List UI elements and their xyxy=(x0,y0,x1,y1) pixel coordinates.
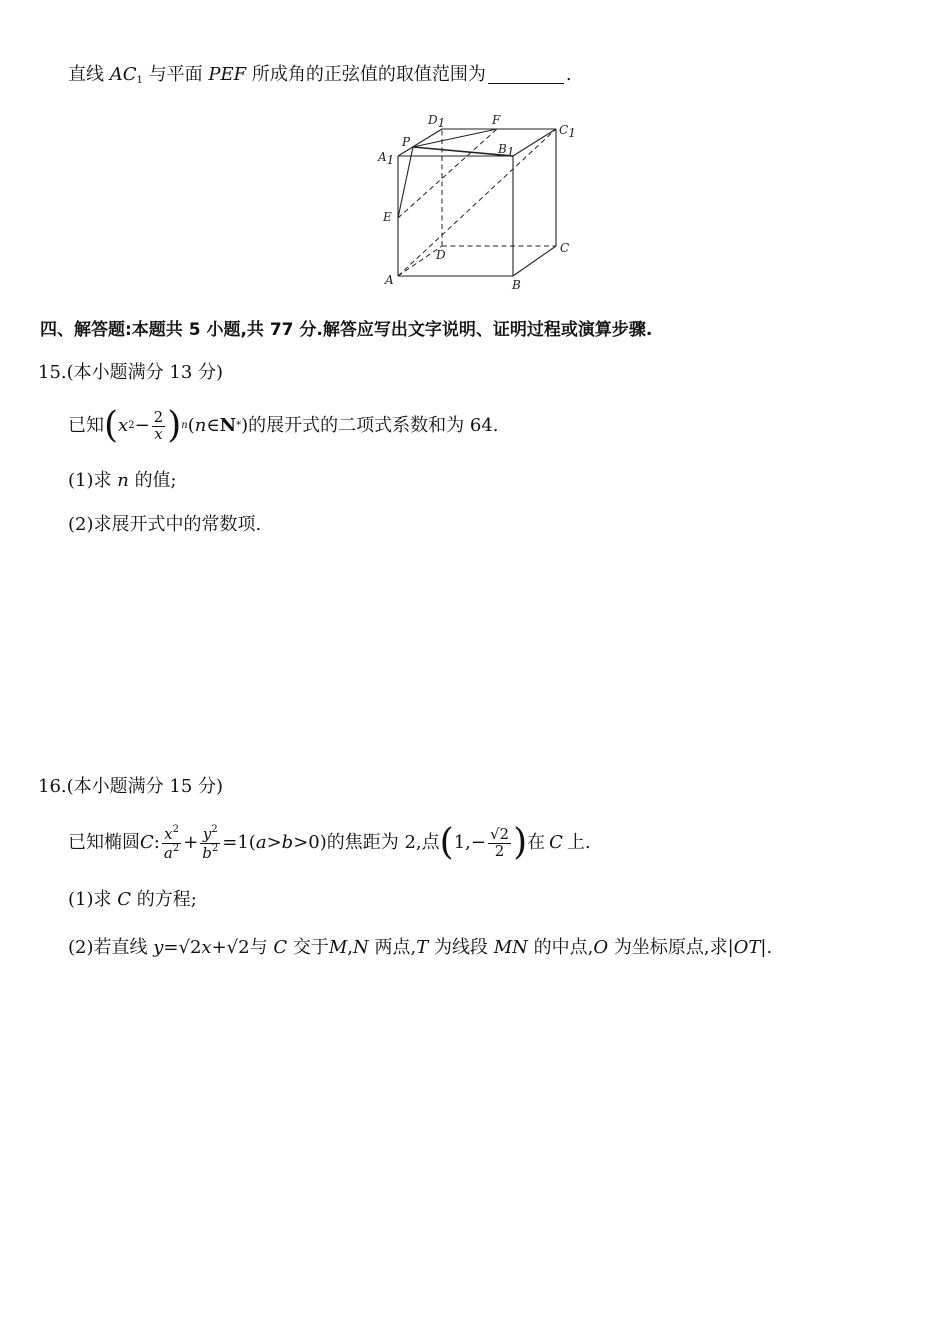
q15-part1-pre: (1)求 xyxy=(68,470,112,491)
q16-stem-mid: 的焦距为 2,点 xyxy=(326,832,440,854)
q16-sqrt2a: √2 xyxy=(178,937,202,958)
q16-sq-a: 2 xyxy=(172,842,180,854)
q15-header: 15.(本小题满分 13 分) xyxy=(38,362,224,383)
q16-root2: √2 xyxy=(489,824,510,843)
segment-a-c1 xyxy=(398,129,556,276)
q16-stem-post-pre: 在 xyxy=(527,832,546,854)
q16-stem-pre: 已知椭圆 xyxy=(68,832,140,854)
q15-n-exp: n xyxy=(181,420,188,431)
segment-e-f xyxy=(398,129,497,218)
q16-stem xyxy=(68,820,591,866)
label-c: C xyxy=(560,241,570,255)
q16-part2-g: 为坐标原点,求 xyxy=(613,937,728,958)
q14-text-post: 所成角的正弦值的取值范围为 xyxy=(251,64,486,85)
q16-stem-post-end: 上. xyxy=(566,832,591,854)
q16-y: y xyxy=(153,937,164,958)
q14-plane-name: PEF xyxy=(208,64,247,85)
q16-gt: > xyxy=(266,832,282,854)
q15-frac-den: x xyxy=(154,424,163,443)
q16-colon: : xyxy=(153,832,160,854)
q16-sq-x: 2 xyxy=(172,823,179,835)
q15-x: x xyxy=(118,415,129,437)
q16-frac-y-den: b xyxy=(202,843,212,862)
q15-stem xyxy=(68,404,499,448)
q16-gt0: >0) xyxy=(293,832,327,854)
q16-abs: |OT| xyxy=(727,937,767,958)
q16-frac-x-den: a xyxy=(163,843,173,862)
label-p: P xyxy=(402,135,411,149)
q16-part1-pre: (1)求 xyxy=(68,889,112,910)
q15-paren-close: ) xyxy=(241,415,249,437)
label-c1: C1 xyxy=(559,123,576,140)
q15-paren-open: ( xyxy=(187,415,195,437)
q16-part2 xyxy=(68,937,772,959)
label-d1: D1 xyxy=(428,113,446,130)
section-heading: 四、解答题:本题共 5 小题,共 77 分.解答应写出文字说明、证明过程或演算步骤. xyxy=(40,320,653,340)
q15-part1-var: n xyxy=(117,470,129,491)
q16-part2-d: 两点, xyxy=(374,937,417,958)
q15-star: * xyxy=(236,420,242,431)
q16-period: . xyxy=(766,937,773,958)
q15-part1 xyxy=(68,470,177,492)
edge-b-c xyxy=(513,246,556,276)
label-b: B xyxy=(512,278,521,292)
label-d: D xyxy=(436,248,446,262)
q16-part2-e: 为线段 xyxy=(433,937,488,958)
q16-frac-y xyxy=(200,825,220,862)
q16-T: T xyxy=(416,937,429,958)
q16-part2-a: (2)若直线 xyxy=(68,937,148,958)
q16-header: 16.(本小题满分 15 分) xyxy=(38,776,224,797)
q16-part1-var: C xyxy=(117,889,132,910)
q16-O: O xyxy=(593,937,609,958)
q16-part2-b: 与 xyxy=(249,937,268,958)
q16-sqrt2b: √2 xyxy=(226,937,250,958)
q14-line-sub: 1 xyxy=(136,75,143,86)
q16-MN: MN xyxy=(493,937,528,958)
q16-xvar: x xyxy=(201,937,212,958)
q16-C-3: C xyxy=(273,937,288,958)
q16-comma: , xyxy=(347,937,354,958)
segment-p-e xyxy=(398,147,413,218)
q15-part2: (2)求展开式中的常数项. xyxy=(68,514,262,535)
q14-text-mid: 与平面 xyxy=(148,64,203,85)
segment-p-f xyxy=(413,129,497,147)
q16-frac-x xyxy=(162,825,181,862)
q15-fraction xyxy=(152,407,166,443)
q14-tail-line xyxy=(68,64,572,87)
q15-frac-num: 2 xyxy=(153,407,164,426)
label-f: F xyxy=(492,113,501,127)
q16-eq1: =1( xyxy=(222,832,256,854)
q15-N: N xyxy=(219,415,237,437)
q15-exp2: 2 xyxy=(128,420,135,431)
q15-stem-pre: 已知 xyxy=(68,415,104,437)
q15-stem-post: 的展开式的二项式系数和为 64. xyxy=(248,415,499,437)
answer-blank[interactable] xyxy=(488,65,564,84)
label-b1: B1 xyxy=(498,142,515,159)
q16-plus: + xyxy=(183,832,199,854)
q16-big-paren-right: ) xyxy=(513,822,528,863)
q14-text-pre: 直线 xyxy=(68,64,104,85)
q16-N: N xyxy=(353,937,369,958)
q16-M: M xyxy=(328,937,348,958)
q16-part1 xyxy=(68,889,197,911)
q16-plus2: + xyxy=(211,937,227,958)
q16-C: C xyxy=(140,832,154,854)
q15-part1-post: 的值; xyxy=(134,470,177,491)
q14-line-name: AC xyxy=(109,64,137,85)
label-a1: A1 xyxy=(378,150,395,167)
cube-figure xyxy=(370,108,590,293)
q16-b: b xyxy=(281,832,294,854)
q16-frac-x-num: x xyxy=(164,824,173,843)
label-a: A xyxy=(385,273,394,287)
edge-b1-c1 xyxy=(513,129,556,156)
q16-part2-c: 交于 xyxy=(292,937,329,958)
q16-frac-y-num: y xyxy=(202,824,212,843)
q16-sq-y: 2 xyxy=(211,823,218,835)
big-paren-right: ) xyxy=(167,405,182,446)
label-e: E xyxy=(383,210,392,224)
q16-big-paren-left: ( xyxy=(439,822,454,863)
q16-two: 2 xyxy=(494,841,505,860)
q16-part1-post: 的方程; xyxy=(136,889,197,910)
q15-n: n xyxy=(194,415,207,437)
q16-pt-one: 1,− xyxy=(453,832,486,854)
q16-frac-root xyxy=(488,824,511,860)
q15-in: ∈ xyxy=(206,415,220,437)
q16-part2-f: 的中点, xyxy=(533,937,594,958)
q14-end: . xyxy=(565,64,572,85)
q16-sq-b: 2 xyxy=(211,842,219,854)
q16-a: a xyxy=(255,832,267,854)
q16-eq: = xyxy=(163,937,179,958)
q15-minus: − xyxy=(134,415,150,437)
q16-C-2: C xyxy=(549,832,563,854)
big-paren-left: ( xyxy=(104,405,119,446)
